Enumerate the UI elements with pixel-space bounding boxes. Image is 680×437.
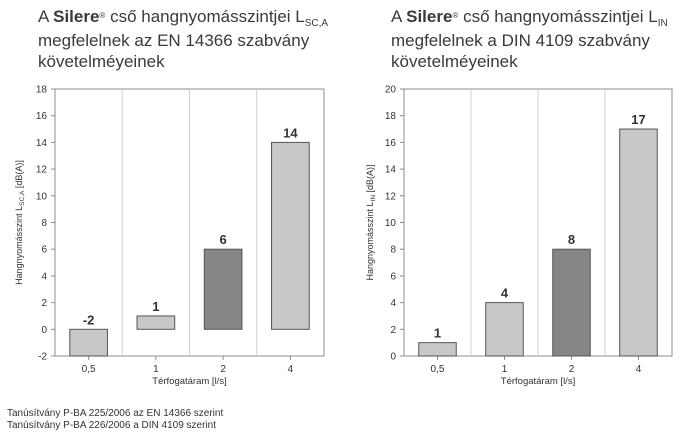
left-xtick-label-1: 1 — [153, 364, 159, 375]
left-x-axis-label: Térfogatáram [l/s] — [152, 376, 227, 387]
certificate-note-2: Tanúsítvány P-BA 226/2006 a DIN 4109 szerint — [7, 420, 217, 431]
left-ytick-label-10: 18 — [35, 84, 47, 96]
right-bar-2 — [553, 249, 591, 356]
left-ytick-label-1: 0 — [41, 324, 47, 336]
right-title-text: cső hangnyomásszintjei L — [458, 7, 658, 26]
left-y-axis-label-unit: [dB(A)] — [14, 160, 24, 191]
left-ytick-label-2: 2 — [41, 298, 47, 310]
right-bar-3 — [620, 129, 658, 356]
left-title-subscript: SC,A — [304, 18, 329, 29]
right-ytick-label-2: 4 — [390, 298, 396, 310]
right-ytick-label-3: 6 — [390, 271, 396, 283]
right-value-label-3: 17 — [631, 112, 646, 128]
left-ytick-label-0: -2 — [38, 351, 47, 363]
certificate-note-1: Tanúsítvány P-BA 225/2006 az EN 14366 szerint — [7, 408, 224, 419]
right-value-label-2: 8 — [567, 232, 576, 248]
right-x-axis-label: Térfogatáram [l/s] — [500, 376, 576, 387]
left-xtick-label-0: 0,5 — [81, 364, 96, 375]
left-xtick-label-3: 4 — [287, 364, 294, 375]
right-y-axis-label — [365, 164, 377, 280]
left-ytick-label-8: 14 — [35, 137, 47, 149]
left-y-axis-label-main: Hangnyomásszint L — [14, 205, 24, 285]
left-value-label-0: -2 — [82, 312, 95, 328]
right-value-label-1: 4 — [500, 285, 509, 301]
right-ytick-label-5: 10 — [384, 218, 396, 229]
right-title-brand: Silere — [406, 7, 453, 26]
left-title-brand: Silere — [53, 7, 100, 26]
right-xtick-label-3: 4 — [635, 364, 642, 375]
left-ytick-label-5: 8 — [41, 218, 47, 229]
left-value-label-3: 14 — [283, 125, 298, 141]
right-xtick-label-2: 2 — [568, 364, 575, 375]
left-title-prefix: A — [38, 7, 54, 26]
left-ytick-label-4: 6 — [41, 244, 47, 256]
certificate-notes — [7, 408, 223, 432]
right-xtick-label-0: 0,5 — [430, 364, 445, 375]
left-ytick-label-9: 16 — [35, 111, 47, 123]
right-ytick-label-1: 2 — [390, 324, 396, 336]
right-y-axis-label-sub: IN — [370, 194, 377, 202]
left-ytick-label-7: 12 — [35, 164, 47, 176]
left-title-text: cső hangnyomásszintjei L — [105, 7, 305, 26]
right-xtick-label-1: 1 — [501, 364, 508, 375]
right-ytick-label-10: 20 — [384, 84, 396, 96]
left-value-label-2: 6 — [219, 232, 227, 248]
left-value-label-1: 1 — [152, 298, 160, 314]
left-xtick-label-2: 2 — [220, 364, 226, 375]
left-ytick-label-6: 10 — [35, 191, 47, 203]
right-value-label-0: 1 — [433, 325, 442, 341]
right-bar-1 — [486, 303, 524, 356]
right-ytick-label-0: 0 — [390, 351, 396, 363]
right-ytick-label-7: 14 — [384, 164, 396, 176]
right-title-line-3: követelméyeinek — [391, 52, 518, 71]
right-title-prefix: A — [391, 7, 407, 26]
left-title-registered-mark: ® — [99, 11, 106, 20]
left-y-axis-label-sub: SC,A — [19, 190, 26, 206]
right-ytick-label-4: 8 — [390, 244, 396, 256]
right-y-axis-label-main: Hangnyomásszint L — [365, 201, 375, 281]
right-y-axis-label-unit: [dB(A)] — [365, 164, 375, 195]
right-title-subscript: IN — [657, 18, 668, 29]
right-ytick-label-8: 16 — [384, 137, 396, 149]
right-title-line-2: megfelelnek a DIN 4109 szabvány — [391, 31, 650, 50]
left-title-line-2: megfelelnek az EN 14366 szabvány — [38, 31, 310, 50]
left-title-line-3: követelméyeinek — [38, 52, 165, 71]
right-ytick-label-6: 12 — [384, 191, 396, 203]
right-ytick-label-9: 18 — [384, 111, 396, 123]
right-bar-0 — [419, 343, 457, 356]
right-title-registered-mark: ® — [452, 11, 459, 20]
left-ytick-label-3: 4 — [41, 271, 47, 283]
